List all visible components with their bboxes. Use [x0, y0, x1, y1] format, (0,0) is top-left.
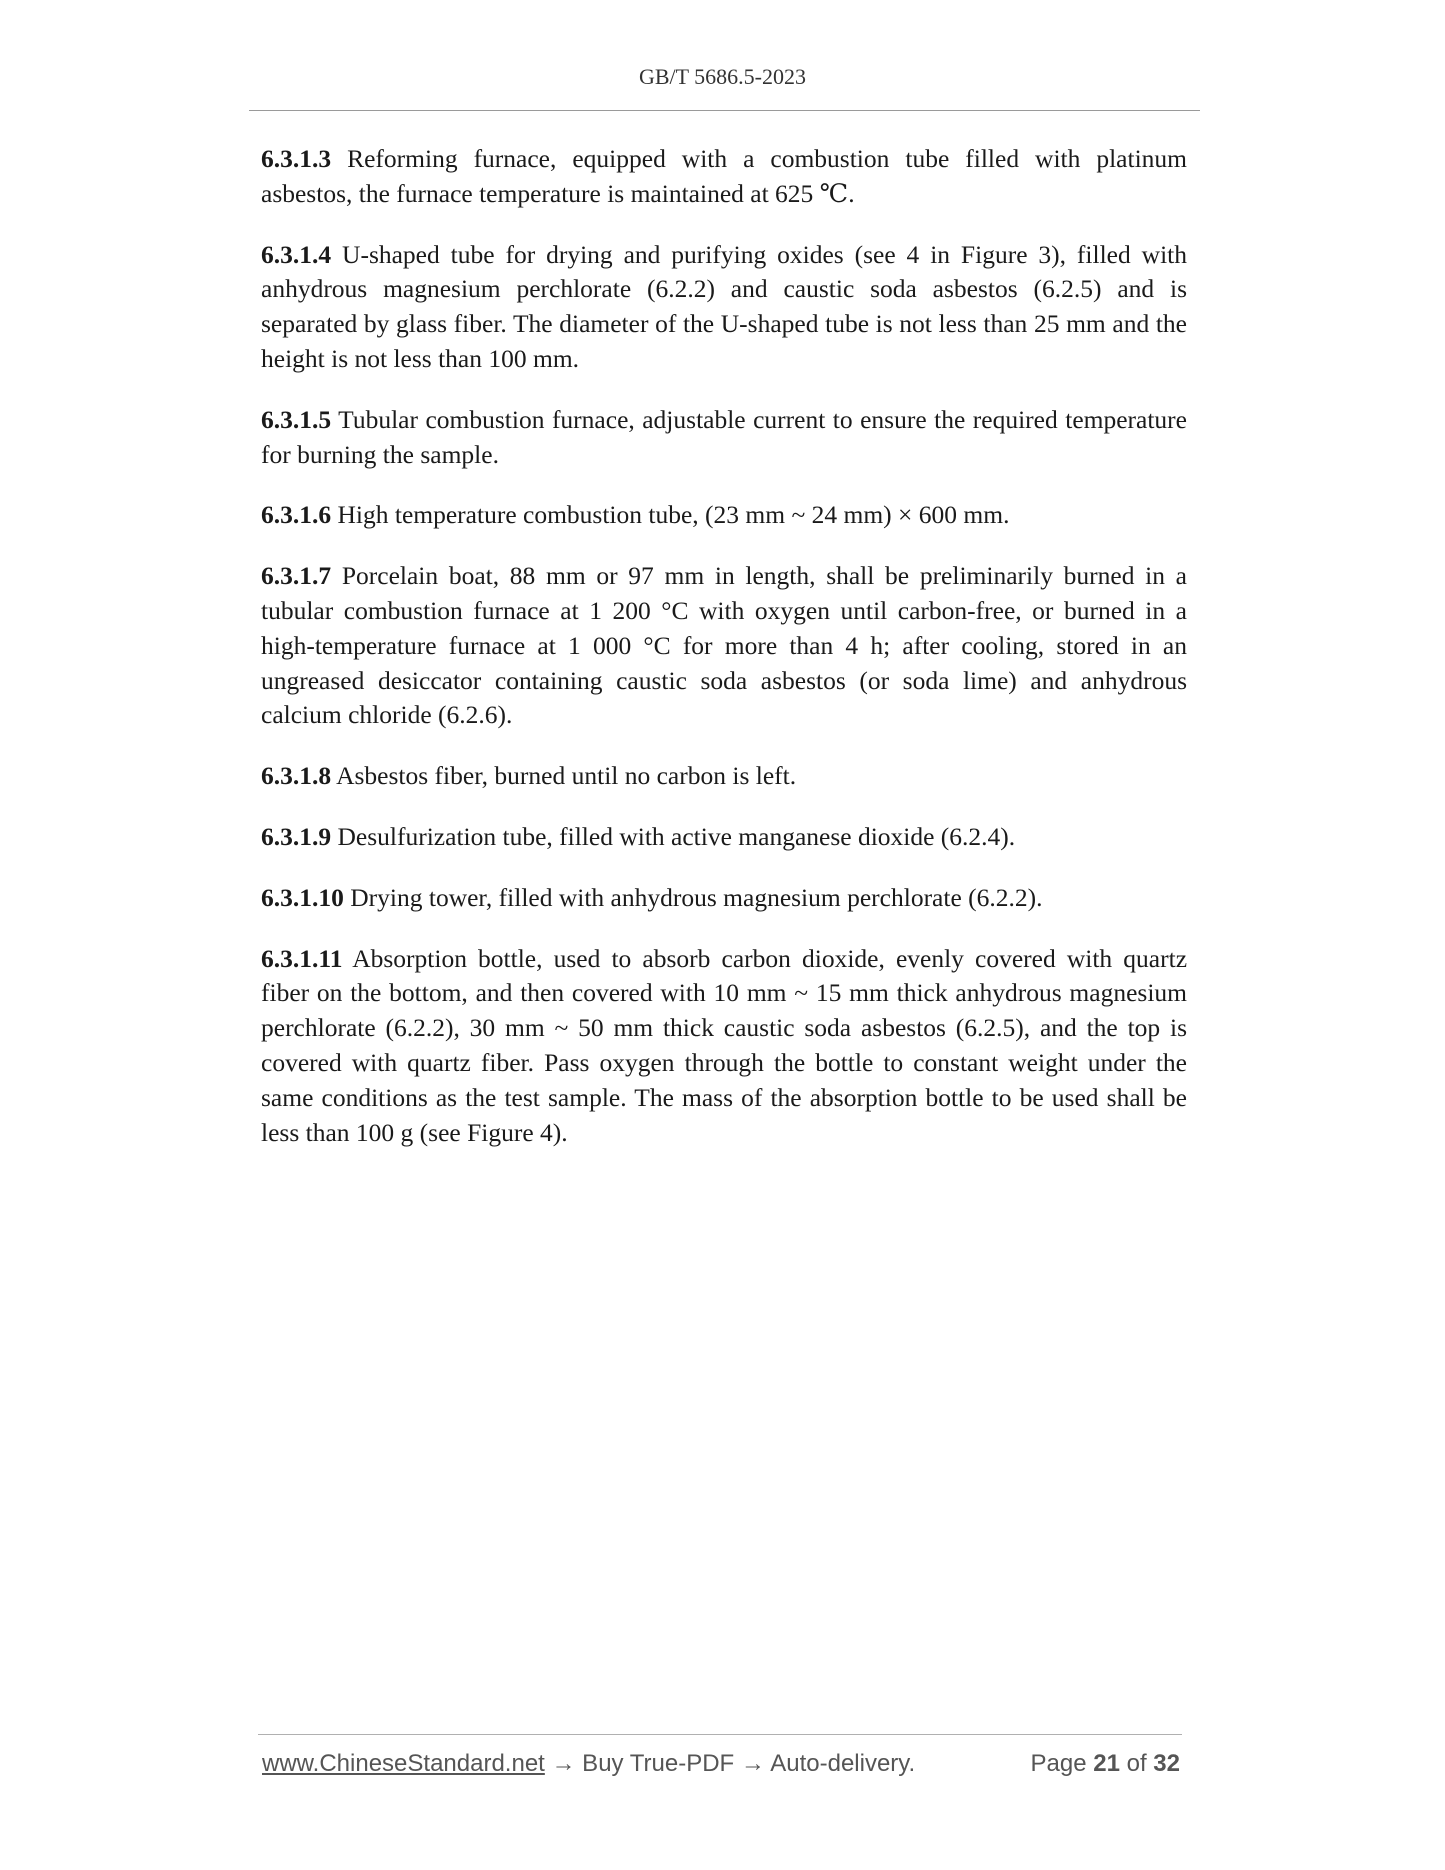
clause-text: Desulfurization tube, filled with active manganese dioxide (6.2.4).	[337, 821, 1016, 851]
clause-number: 6.3.1.7	[261, 561, 332, 591]
clause-number: 6.3.1.10	[261, 882, 344, 912]
clause-number: 6.3.1.4	[261, 239, 332, 269]
clause-6-3-1-6	[261, 498, 1187, 533]
clause-6-3-1-11	[261, 942, 1187, 1151]
clause-6-3-1-4	[261, 238, 1187, 377]
clause-6-3-1-8	[261, 759, 1187, 794]
total-pages-number: 32	[1153, 1750, 1180, 1777]
clause-number: 6.3.1.8	[261, 761, 332, 791]
clause-6-3-1-9	[261, 820, 1187, 855]
clause-text: Asbestos fiber, burned until no carbon is left.	[336, 761, 797, 791]
clause-number: 6.3.1.11	[261, 943, 343, 973]
clause-number: 6.3.1.6	[261, 500, 332, 530]
footer-divider	[258, 1734, 1182, 1735]
document-body	[261, 142, 1187, 1176]
current-page-number: 21	[1093, 1750, 1120, 1777]
clause-6-3-1-7	[261, 559, 1187, 733]
clause-text: Reforming furnace, equipped with a combustion tube filled with platinum asbestos, the furnace temperature is maintained at 625 ℃.	[261, 144, 1188, 208]
clause-6-3-1-3	[261, 142, 1187, 212]
clause-text: High temperature combustion tube, (23 mm ~ 24 mm) × 600 mm.	[337, 500, 1010, 530]
clause-number: 6.3.1.9	[261, 821, 332, 851]
clause-text: Absorption bottle, used to absorb carbon dioxide, evenly covered with quartz fiber on the bottom, and then covered with 10 mm ~ 15 mm thick anhydrous magnesium perchlorate (6.2.2), 30 mm ~ 50 mm thick caustic soda asbestos (6.2.5), and the top is covered with quartz fiber. Pass oxygen through the bottle to constant weight under the same conditions as the test sample. The mass of the absorption bottle to be used shall be less than 100 g (see Figure 4).	[261, 943, 1188, 1147]
page-indicator	[1031, 1750, 1181, 1778]
website-link[interactable]: www.ChineseStandard.net	[262, 1750, 545, 1777]
page-label: Page	[1030, 1750, 1087, 1777]
clause-number: 6.3.1.5	[261, 404, 332, 434]
clause-text: Porcelain boat, 88 mm or 97 mm in length, shall be preliminarily burned in a tubular combustion furnace at 1 200 °C with oxygen until carbon-free, or burned in a high-temperature furnace at 1 000 °C for more than 4 h; after cooling, stored in an ungreased desiccator containing caustic soda asbestos (or soda lime) and anhydrous calcium chloride (6.2.6).	[261, 561, 1187, 730]
footer-promo-text: → Buy True-PDF → Auto-delivery.	[544, 1750, 916, 1777]
header-divider	[249, 110, 1200, 111]
footer-promo	[262, 1750, 915, 1778]
clause-6-3-1-5	[261, 403, 1187, 473]
page-footer	[262, 1750, 1182, 1784]
clause-text: Drying tower, filled with anhydrous magnesium perchlorate (6.2.2).	[350, 882, 1043, 912]
clause-number: 6.3.1.3	[261, 144, 332, 173]
clause-text: U-shaped tube for drying and purifying oxides (see 4 in Figure 3), filled with anhydrous magnesium perchlorate (6.2.2) and caustic soda asbestos (6.2.5) and is separated by glass fiber. The diameter of the U-shaped tube is not less than 25 mm and the height is not less than 100 mm.	[261, 239, 1187, 373]
document-code-header: GB/T 5686.5-2023	[638, 64, 807, 89]
clause-6-3-1-10	[261, 881, 1187, 916]
clause-text: Tubular combustion furnace, adjustable current to ensure the required temperature for burning the sample.	[261, 404, 1187, 469]
of-label: of	[1126, 1750, 1147, 1777]
